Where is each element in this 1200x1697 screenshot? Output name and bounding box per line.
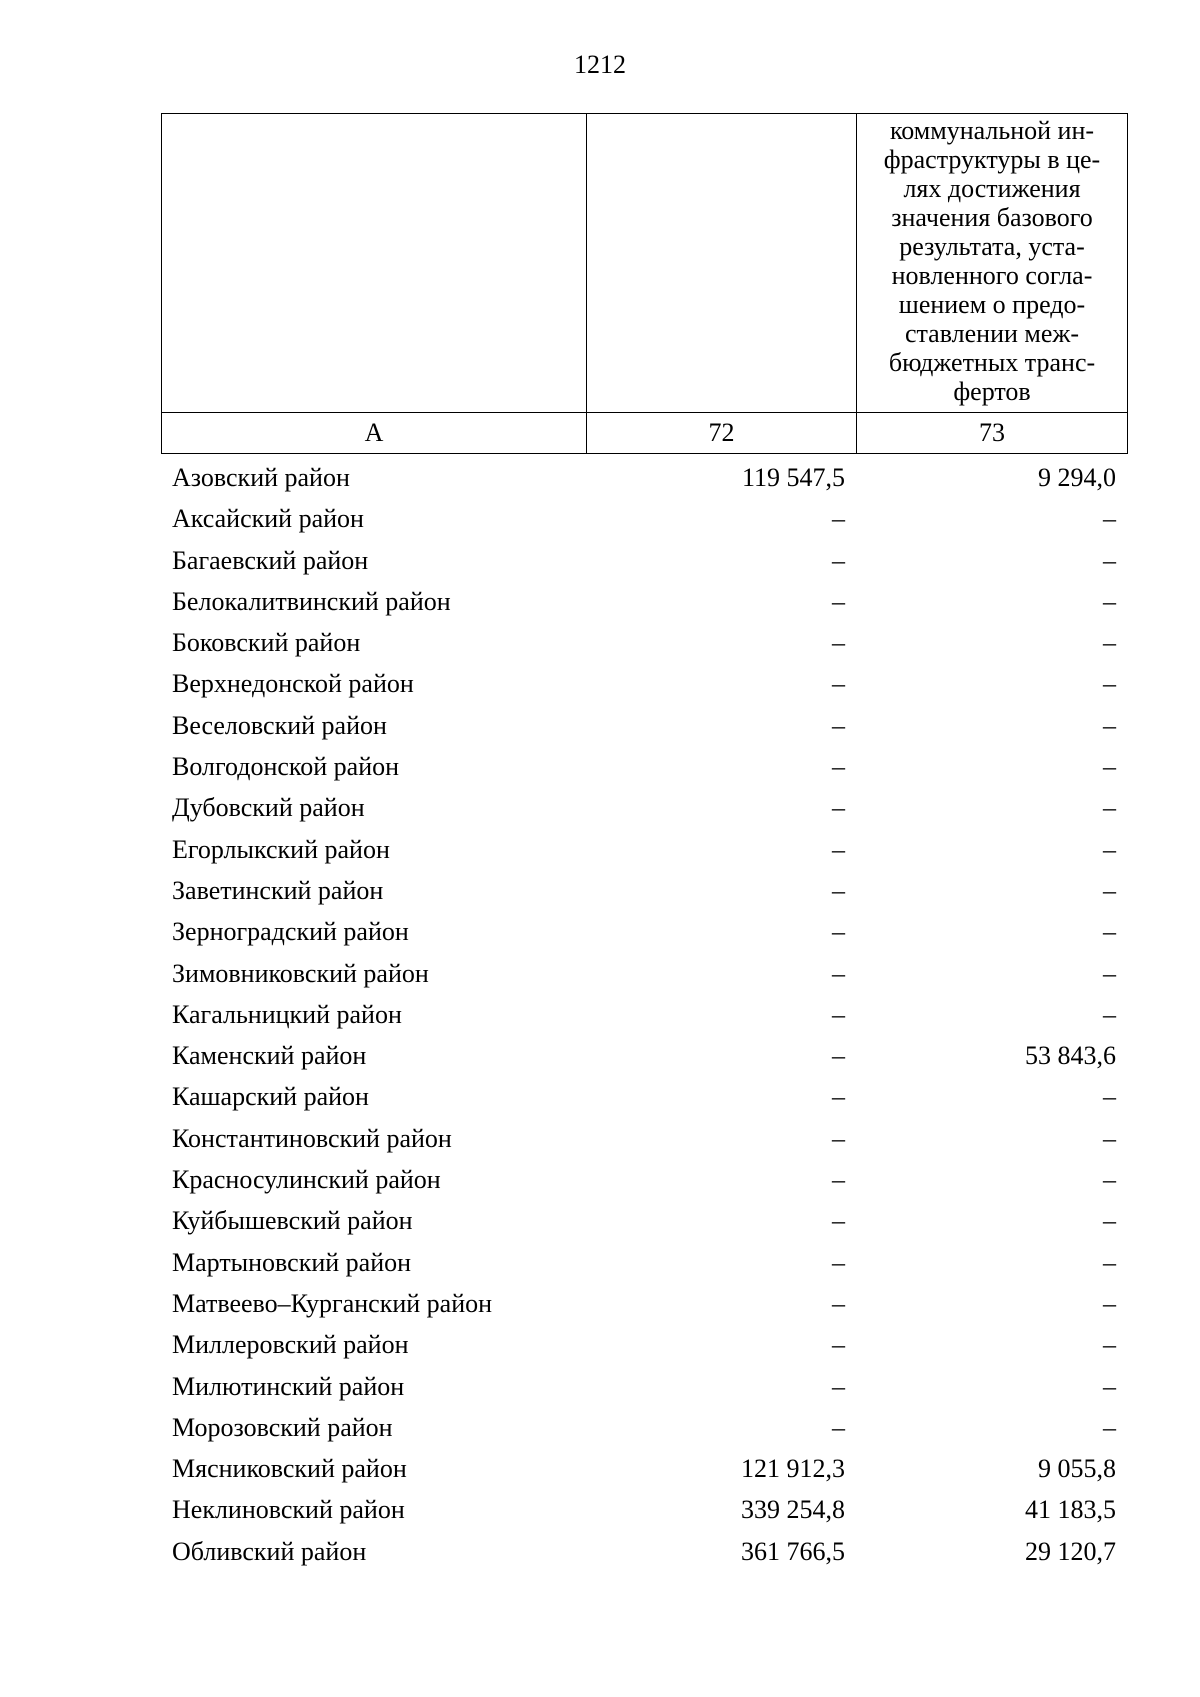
value-col-72: – — [832, 752, 845, 782]
value-col-72: – — [832, 1082, 845, 1112]
header-73-line: фертов — [953, 377, 1031, 406]
value-col-73: – — [1103, 793, 1116, 823]
table-row — [161, 498, 1127, 539]
header-73-line: шением о предо- — [898, 290, 1086, 319]
value-col-72: – — [832, 1206, 845, 1236]
value-col-72: – — [832, 875, 845, 905]
table-row — [161, 994, 1127, 1035]
value-col-73: 9 055,8 — [1038, 1454, 1116, 1484]
value-col-73: – — [1103, 1412, 1116, 1442]
value-col-72: – — [832, 999, 845, 1029]
value-col-72: – — [832, 834, 845, 864]
header-73-line: результата, уста- — [899, 232, 1085, 261]
district-name: Аксайский район — [172, 504, 364, 534]
table-row — [161, 1489, 1127, 1530]
district-name: Кагальницкий район — [172, 999, 402, 1029]
value-col-72: – — [832, 1123, 845, 1153]
value-col-72: – — [832, 1371, 845, 1401]
table-row — [161, 787, 1127, 828]
table-row — [161, 911, 1127, 952]
value-col-72: – — [832, 628, 845, 658]
value-col-72: – — [832, 669, 845, 699]
table-row — [161, 1324, 1127, 1365]
table-row — [161, 1076, 1127, 1117]
district-name: Волгодонской район — [172, 752, 400, 782]
district-name: Каменский район — [172, 1041, 367, 1071]
district-name: Миллеровский район — [172, 1330, 409, 1360]
district-name: Обливский район — [172, 1536, 367, 1566]
header-73-line: бюджетных транс- — [888, 348, 1096, 377]
district-name: Белокалитвинский район — [172, 586, 451, 616]
value-col-73: – — [1103, 1371, 1116, 1401]
header-index-row — [162, 413, 1128, 454]
district-name: Веселовский район — [172, 710, 387, 740]
table-row — [161, 1407, 1127, 1448]
value-col-72: – — [832, 504, 845, 534]
value-col-73: – — [1103, 917, 1116, 947]
district-name: Азовский район — [172, 463, 350, 492]
value-col-73: – — [1103, 710, 1116, 740]
district-name: Зимовниковский район — [172, 958, 429, 988]
page-number: 1212 — [574, 50, 626, 79]
value-col-73: – — [1103, 1165, 1116, 1195]
value-col-73: – — [1103, 1247, 1116, 1277]
value-col-72: 119 547,5 — [741, 463, 845, 492]
value-col-72: – — [832, 1165, 845, 1195]
table-row — [161, 829, 1127, 870]
table-body — [161, 457, 1127, 1572]
table-row — [161, 953, 1127, 994]
value-col-73: 53 843,6 — [1025, 1041, 1116, 1071]
header-73-line: новленного согла- — [891, 261, 1093, 290]
district-name: Заветинский район — [172, 875, 384, 905]
table-row — [161, 870, 1127, 911]
value-col-72: 339 254,8 — [741, 1495, 845, 1525]
district-name: Мартыновский район — [172, 1247, 412, 1277]
value-col-72: – — [832, 958, 845, 988]
table-row — [161, 1159, 1127, 1200]
district-name: Дубовский район — [172, 793, 365, 823]
value-col-73: – — [1103, 669, 1116, 699]
value-col-73: – — [1103, 545, 1116, 575]
value-col-72: – — [832, 917, 845, 947]
value-col-73: 29 120,7 — [1025, 1536, 1116, 1566]
table-row — [161, 705, 1127, 746]
column-index-a: А — [162, 413, 587, 454]
header-cell-72 — [587, 114, 857, 413]
district-name: Багаевский район — [172, 545, 369, 575]
header-cell-73 — [857, 114, 1128, 413]
value-col-73: – — [1103, 586, 1116, 616]
value-col-72: – — [832, 710, 845, 740]
table-row — [161, 540, 1127, 581]
value-col-72: – — [832, 793, 845, 823]
table-row — [161, 1118, 1127, 1159]
district-name: Зерноградский район — [172, 917, 409, 947]
value-col-72: – — [832, 1288, 845, 1318]
value-col-73: – — [1103, 1123, 1116, 1153]
header-cell-a — [162, 114, 587, 413]
district-name: Неклиновский район — [172, 1495, 405, 1525]
district-name: Матвеево–Курганский район — [172, 1288, 493, 1318]
header-73-line: лях достижения — [903, 174, 1081, 203]
value-col-72: – — [832, 545, 845, 575]
value-col-72: 121 912,3 — [741, 1454, 845, 1484]
header-73-line: значения базового — [891, 203, 1093, 232]
header-73-line: коммунальной ин- — [889, 116, 1095, 145]
value-col-72: – — [832, 1412, 845, 1442]
table-row — [161, 1448, 1127, 1489]
column-index-72: 72 — [587, 413, 857, 454]
value-col-72: – — [832, 586, 845, 616]
value-col-73: – — [1103, 1082, 1116, 1112]
district-name: Боковский район — [172, 628, 361, 658]
value-col-73: – — [1103, 875, 1116, 905]
district-name: Красносулинский район — [172, 1165, 441, 1195]
district-name: Морозовский район — [172, 1412, 393, 1442]
value-col-73: – — [1103, 752, 1116, 782]
table-row — [161, 1242, 1127, 1283]
table-row — [161, 1283, 1127, 1324]
value-col-73: – — [1103, 834, 1116, 864]
value-col-72: – — [832, 1041, 845, 1071]
table-row — [161, 457, 1127, 498]
value-col-73: 41 183,5 — [1025, 1495, 1116, 1525]
value-col-72: – — [832, 1247, 845, 1277]
district-name: Куйбышевский район — [172, 1206, 413, 1236]
table-header — [161, 113, 1128, 454]
table-row — [161, 581, 1127, 622]
value-col-72: 361 766,5 — [741, 1536, 845, 1566]
value-col-73: – — [1103, 628, 1116, 658]
district-name: Константиновский район — [172, 1123, 452, 1153]
header-73-line: ставлении меж- — [904, 319, 1080, 348]
value-col-72: – — [832, 1330, 845, 1360]
table-row — [161, 1366, 1127, 1407]
table-row — [161, 663, 1127, 704]
value-col-73: – — [1103, 999, 1116, 1029]
value-col-73: – — [1103, 1330, 1116, 1360]
district-name: Кашарский район — [172, 1082, 369, 1112]
value-col-73: – — [1103, 1206, 1116, 1236]
table-row — [161, 1035, 1127, 1076]
value-col-73: – — [1103, 958, 1116, 988]
table-row — [161, 746, 1127, 787]
value-col-73: – — [1103, 504, 1116, 534]
district-name: Милютинский район — [172, 1371, 405, 1401]
column-index-73: 73 — [857, 413, 1128, 454]
value-col-73: 9 294,0 — [1038, 463, 1116, 492]
table-row — [161, 622, 1127, 663]
header-description-row — [162, 114, 1128, 413]
district-name: Верхнедонской район — [172, 669, 414, 699]
table-row — [161, 1531, 1127, 1572]
table-row — [161, 1200, 1127, 1241]
district-name: Егорлыкский район — [172, 834, 390, 864]
district-name: Мясниковский район — [172, 1454, 407, 1484]
value-col-73: – — [1103, 1288, 1116, 1318]
header-73-line: фраструктуры в це- — [883, 145, 1101, 174]
